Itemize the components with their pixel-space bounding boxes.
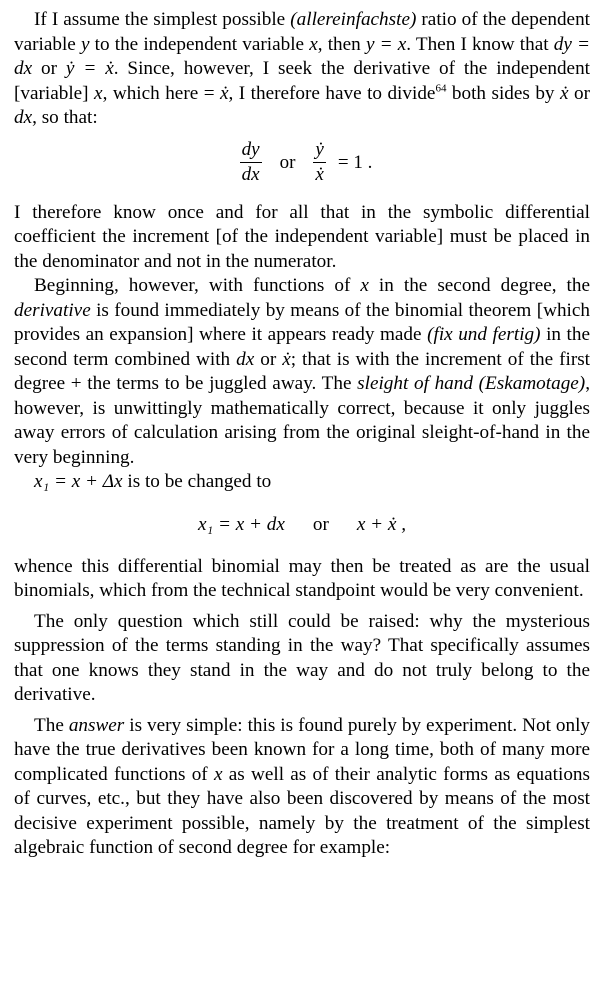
text-run: or xyxy=(254,348,283,370)
equation-lhs: x₁ = x + dx xyxy=(197,513,285,535)
text-run: to the independent variable xyxy=(89,33,310,55)
fraction-denominator: ẋ xyxy=(315,164,324,185)
emphasis-text: sleight of hand (Eskamotage) xyxy=(357,373,586,394)
text-run: is very simple: this is found purely by experiment. Not only have the true derivatives been known for a long time, both of many more complicated functions of xyxy=(14,714,590,785)
or-word: or xyxy=(312,513,329,535)
or-word: or xyxy=(279,151,296,173)
display-equation xyxy=(14,495,590,555)
text-run: is to be changed to xyxy=(122,471,272,492)
footnote-marker: 64 xyxy=(435,82,447,95)
math-var: dx xyxy=(14,107,33,128)
text-run: ; that is with the increment of the first degree + the terms to be juggled away. The xyxy=(14,348,591,394)
text-run: , however, is unwittingly mathematically correct, because it only juggles away errors of calculation arising from the original sleight-of-hand in the very beginning. xyxy=(14,373,590,468)
paragraph-5: whence this differential binomial may then be treated as are the usual binomials, which from the technical standpoint would be very convenient. xyxy=(14,555,590,601)
text-run: in the second degree, the xyxy=(368,275,590,296)
math-var: x xyxy=(213,763,223,785)
fraction-numerator: dy xyxy=(241,139,260,160)
text-run: Beginning, however, with functions of xyxy=(34,275,361,296)
text-run: as well as of their analytic forms as equations of curves, etc., but they have also been discovered by means of the most decisive experiment possible, namely by the treatment of the simplest algebraic function of second degree for example: xyxy=(14,763,590,858)
math-var: x₁ xyxy=(34,471,50,492)
text-run: or xyxy=(32,58,66,79)
paragraph-4 xyxy=(14,470,590,495)
text-run: , so that: xyxy=(32,107,98,128)
math-var: x xyxy=(309,33,318,55)
fraction-denominator: dx xyxy=(241,164,260,185)
text-run: or xyxy=(568,82,591,104)
paragraph-2: I therefore know once and for all that in the symbolic differential coefficient the increment [of the independent variable] must be placed in the denominator and not in the numerator. xyxy=(14,201,590,272)
fraction-numerator: ẏ xyxy=(315,139,324,160)
text-run: , then xyxy=(317,33,366,55)
math-var: ẋ xyxy=(560,82,569,104)
text-run: is found immediately by means of the binomial theorem [which provides an expansion] where it appears ready made xyxy=(14,299,590,345)
text-run: , I therefore have to divide xyxy=(228,82,436,104)
text-run: . Since, however, I seek the derivative of the independent [variable] xyxy=(14,58,590,104)
fraction-dy-dx xyxy=(240,138,262,187)
emphasis-text: (fix und fertig) xyxy=(427,324,541,345)
text-run: both sides by xyxy=(446,82,561,104)
paragraph-3 xyxy=(14,274,590,470)
paragraph-1 xyxy=(14,8,590,131)
paragraph-6: The only question which still could be raised: why the mysterious suppression of the terms standing in the way? That specifically assumes that one knows they stand in the way and do not truly belong to the derivative. xyxy=(14,610,590,705)
text-run: ratio of the dependent variable xyxy=(14,9,590,55)
math-inline: y = x xyxy=(365,33,407,55)
text-run: The xyxy=(34,714,69,736)
equation-rhs: = 1 . xyxy=(337,151,373,173)
equation-rhs: x + ẋ , xyxy=(356,513,407,535)
math-inline: ẏ = ẋ xyxy=(65,58,114,79)
math-inline: = x + Δx xyxy=(49,471,123,492)
math-var: dx xyxy=(236,348,255,370)
text-run: , which here = xyxy=(102,82,220,104)
math-var: y xyxy=(80,33,90,55)
paragraph-7 xyxy=(14,714,590,861)
math-var: x xyxy=(94,82,103,104)
math-var: ẋ xyxy=(220,82,229,104)
math-inline: dy = dx xyxy=(14,33,590,79)
math-var: x xyxy=(360,275,369,296)
emphasis-text: derivative xyxy=(14,299,91,321)
text-run: . Then I know that xyxy=(406,33,554,55)
text-run: in the second term combined with xyxy=(14,324,590,370)
emphasis-text: (allereinfachste) xyxy=(290,9,417,30)
text-run: If I assume the simplest possible xyxy=(34,9,291,30)
fraction-ydot-xdot xyxy=(313,138,325,187)
emphasis-text: answer xyxy=(68,714,125,736)
math-var: ẋ xyxy=(282,348,291,370)
fraction-equation xyxy=(14,131,590,195)
